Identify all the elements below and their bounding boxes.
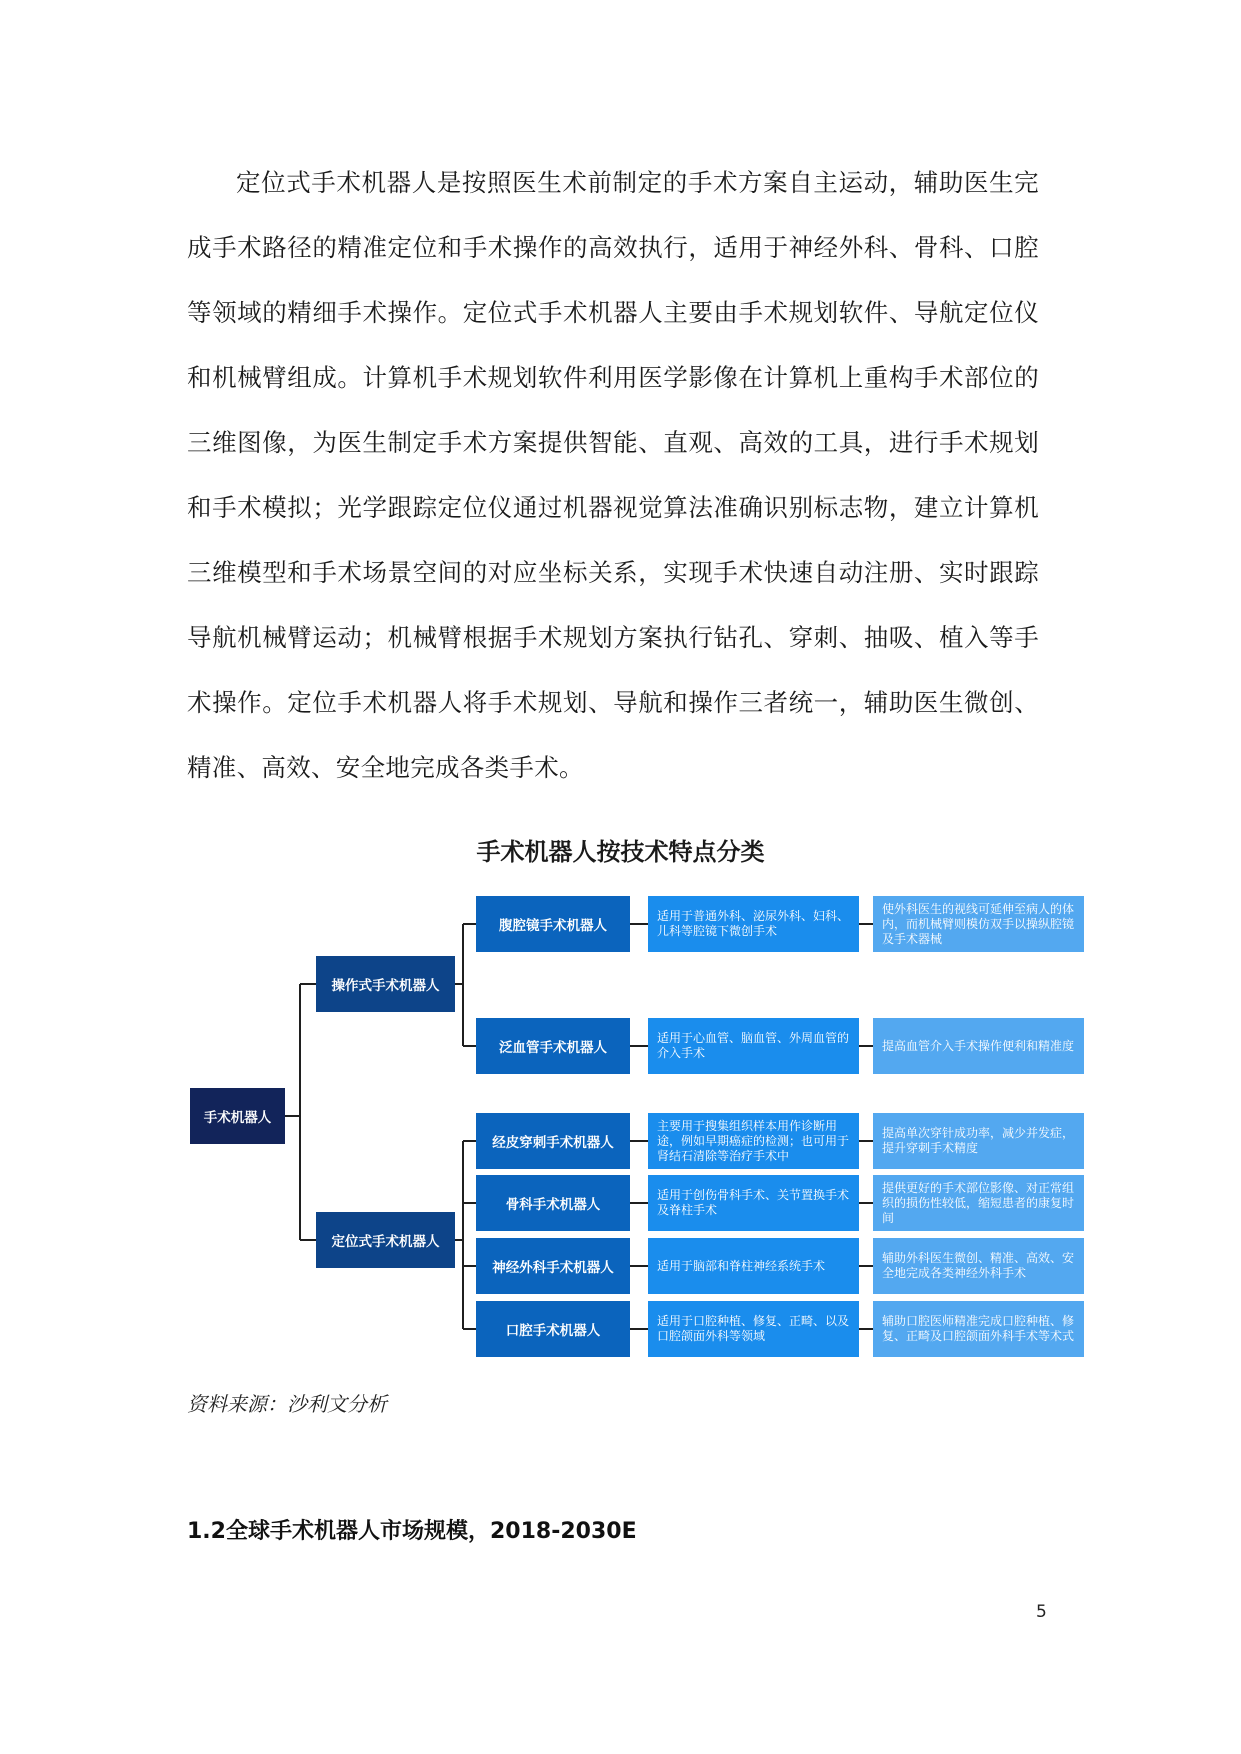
application-text: 适用于脑部和脊柱神经系统手术 <box>657 1258 826 1273</box>
robot-type-vascular <box>476 1018 630 1074</box>
advantage-laparoscopic <box>873 896 1084 952</box>
robot-type-dental <box>476 1301 630 1357</box>
application-text: 适用于创伤骨科手术、关节置换手术及脊柱手术 <box>657 1188 850 1217</box>
advantage-text: 辅助口腔医师精准完成口腔种植、修复、正畸及口腔颌面外科手术等术式 <box>882 1314 1075 1343</box>
application-neurosurgery <box>648 1238 859 1294</box>
robot-type-laparoscopic <box>476 896 630 952</box>
advantage-text: 提供更好的手术部位影像、对正常组织的损伤性较低，缩短患者的康复时间 <box>882 1180 1075 1225</box>
page-number: 5 <box>1036 1602 1047 1622</box>
section-heading: 1.2全球手术机器人市场规模，2018-2030E <box>187 1519 637 1544</box>
robot-type-label: 神经外科手术机器人 <box>492 1260 614 1276</box>
application-text: 适用于普通外科、泌尿外科、妇科、儿科等腔镜下微创手术 <box>657 909 850 938</box>
application-text: 主要用于搜集组织样本用作诊断用途，例如早期癌症的检测；也可用于肾结石清除等治疗手术中 <box>657 1118 850 1163</box>
source-note: 资料来源：沙利文分析 <box>187 1392 387 1416</box>
robot-type-label: 骨科手术机器人 <box>505 1197 601 1213</box>
robot-type-label: 腹腔镜手术机器人 <box>499 918 607 934</box>
application-text: 适用于心血管、脑血管、外周血管的介入手术 <box>657 1031 850 1060</box>
application-percutaneous <box>648 1113 859 1169</box>
tree-root-node <box>190 1088 285 1144</box>
advantage-orthopedic <box>873 1175 1084 1231</box>
advantage-neurosurgery <box>873 1238 1084 1294</box>
category-operational-robot <box>316 956 455 1012</box>
robot-type-label: 经皮穿刺手术机器人 <box>492 1135 614 1151</box>
category-label: 定位式手术机器人 <box>331 1234 440 1250</box>
advantage-text: 使外科医生的视线可延伸至病人的体内，而机械臂则模仿双手以操纵腔镜及手术器械 <box>882 901 1075 946</box>
advantage-vascular <box>873 1018 1084 1074</box>
robot-type-percutaneous <box>476 1113 630 1169</box>
application-laparoscopic <box>648 896 859 952</box>
application-text: 适用于口腔种植、修复、正畸、以及口腔颌面外科等领域 <box>657 1314 850 1343</box>
figure-title: 手术机器人按技术特点分类 <box>476 838 765 866</box>
advantage-text: 辅助外科医生微创、精准、高效、安全地完成各类神经外科手术 <box>882 1251 1075 1280</box>
advantage-dental <box>873 1301 1084 1357</box>
application-dental <box>648 1301 859 1357</box>
advantage-percutaneous <box>873 1113 1084 1169</box>
category-label: 操作式手术机器人 <box>331 978 440 994</box>
robot-type-orthopedic <box>476 1175 630 1231</box>
robot-type-neurosurgery <box>476 1238 630 1294</box>
application-vascular <box>648 1018 859 1074</box>
application-orthopedic <box>648 1175 859 1231</box>
robot-type-label: 口腔手术机器人 <box>505 1323 601 1339</box>
tree-root-label: 手术机器人 <box>203 1110 272 1126</box>
advantage-text: 提高血管介入手术操作便利和精准度 <box>882 1038 1075 1053</box>
robot-type-label: 泛血管手术机器人 <box>499 1040 607 1056</box>
category-positioning-robot <box>316 1212 455 1268</box>
intro-paragraph: 定位式手术机器人是按照医生术前制定的手术方案自主运动，辅助医生完成手术路径的精准定位和手术操作的高效执行，适用于神经外科、骨科、口腔等领域的精细手术操作。定位式手术机器人主要由手术规划软件、导航定位仪和机械臂组成。计算机手术规划软件利用医学影像在计算机上重构手术部位的三维图像，为医生制定手术方案提供智能、直观、高效的工具，进行手术规划和手术模拟；光学跟踪定位仪通过机器视觉算法准确识别标志物，建立计算机三维模型和手术场景空间的对应坐标关系，实现手术快速自动注册、实时跟踪导航机械臂运动；机械臂根据手术规划方案执行钻孔、穿刺、抽吸、植入等手术操作。定位手术机器人将手术规划、导航和操作三者统一，辅助医生微创、精准、高效、安全地完成各类手术。 <box>187 168 1039 782</box>
advantage-text: 提高单次穿针成功率，减少并发症，提升穿刺手术精度 <box>882 1126 1075 1155</box>
